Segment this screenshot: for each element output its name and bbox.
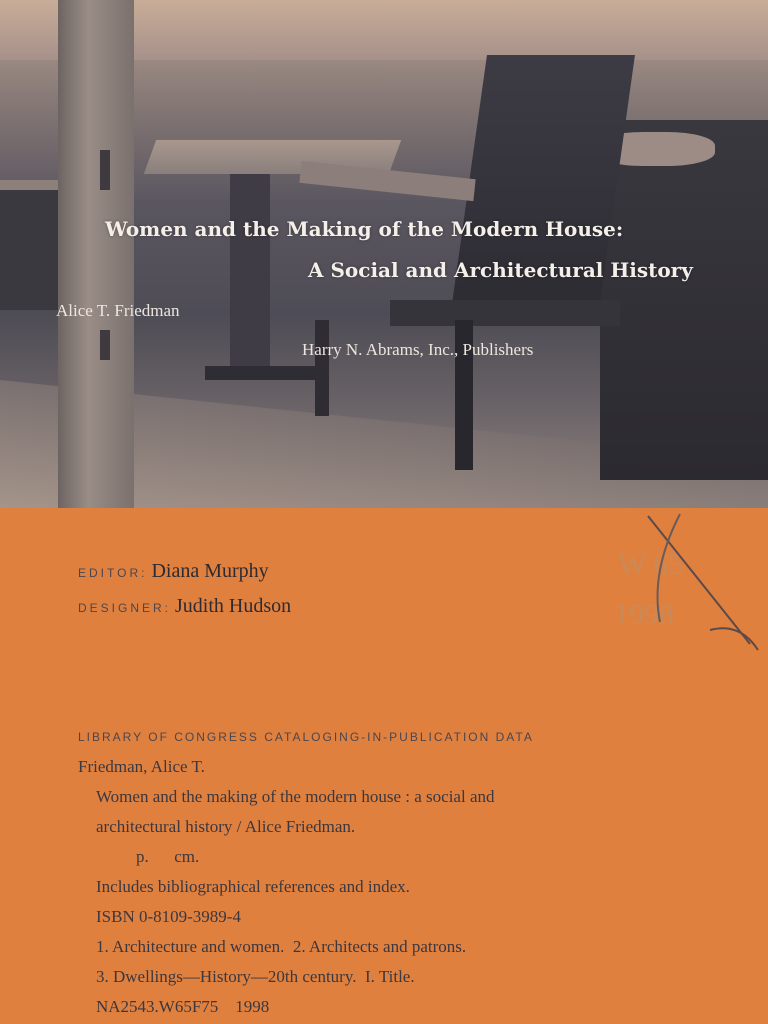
- chair-seat: [390, 300, 620, 326]
- publisher: Harry N. Abrams, Inc., Publishers: [302, 340, 534, 359]
- editor-name: Diana Murphy: [151, 560, 269, 582]
- designer-credit: [78, 595, 291, 618]
- table-foot: [205, 366, 315, 380]
- book-title-line-1: Women and the Making of the Modern House:: [105, 217, 624, 241]
- cip-subjects-1: 1. Architecture and women. 2. Architects and patrons.: [96, 937, 467, 956]
- cip-title-line-1: Women and the making of the modern house : a social and: [96, 787, 495, 806]
- left-shadow: [0, 190, 58, 310]
- cip-notes: Includes bibliographical references and index.: [96, 877, 410, 896]
- chair-leg: [315, 320, 329, 416]
- annotation-line-1: W 65: [618, 548, 684, 581]
- column-detail: [100, 330, 110, 360]
- designer-name: Judith Hudson: [175, 595, 292, 617]
- editor-credit: [78, 560, 269, 583]
- cip-heading: LIBRARY OF CONGRESS CATALOGING-IN-PUBLICATION DATA: [78, 730, 534, 744]
- author: Alice T. Friedman: [56, 301, 180, 320]
- column-detail: [100, 150, 110, 190]
- chair-dark-right: [600, 120, 768, 480]
- cip-subjects-2: 3. Dwellings—History—20th century. I. Title.: [96, 967, 415, 986]
- cip-data-block: [78, 730, 534, 1022]
- book-title-line-2: A Social and Architectural History: [308, 258, 693, 282]
- cip-call-number: NA2543.W65F75 1998: [96, 997, 270, 1016]
- underline-stroke: [710, 628, 758, 650]
- cover-photo: [0, 0, 768, 508]
- cip-collation: p. cm.: [136, 847, 200, 866]
- cip-isbn: ISBN 0-8109-3989-4: [96, 907, 241, 926]
- column: [58, 0, 134, 508]
- annotation-line-2: 1998: [614, 598, 674, 631]
- editor-role: EDITOR:: [78, 566, 148, 580]
- cip-title-line-2: architectural history / Alice Friedman.: [96, 817, 356, 836]
- table-leg: [230, 174, 270, 374]
- designer-role: DESIGNER:: [78, 601, 172, 615]
- cip-main-entry: Friedman, Alice T.: [78, 757, 205, 776]
- pencil-annotation: [610, 512, 768, 662]
